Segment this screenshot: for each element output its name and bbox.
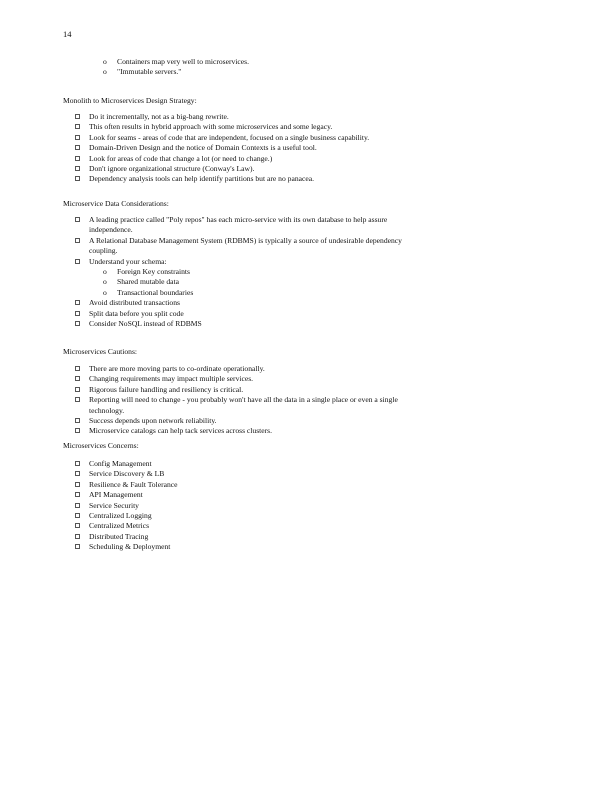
data-considerations-list <box>75 215 420 329</box>
checkbox-bullet-icon <box>75 376 80 381</box>
list-item: API Management <box>75 490 420 500</box>
checkbox-bullet-icon <box>75 217 80 222</box>
list-item: Service Security <box>75 501 420 511</box>
schema-sublist <box>103 267 420 298</box>
checkbox-bullet-icon <box>75 387 80 392</box>
checkbox-bullet-icon <box>75 418 80 423</box>
list-item: Dependency analysis tools can help identify partitions but are no panacea. <box>75 174 420 184</box>
list-item: Changing requirements may impact multiple services. <box>75 374 420 384</box>
list-item: Consider NoSQL instead of RDBMS <box>75 319 420 329</box>
list-item: o Containers map very well to microservices. <box>103 57 250 66</box>
checkbox-bullet-icon <box>75 176 80 181</box>
list-item: Centralized Logging <box>75 511 420 521</box>
list-item: A Relational Database Management System (RDBMS) is typically a source of undesirable dependency coupling. <box>75 236 420 257</box>
checkbox-bullet-icon <box>75 428 80 433</box>
section-title-design-strategy: Monolith to Microservices Design Strategy: <box>63 96 197 105</box>
intro-sublist <box>103 57 249 78</box>
checkbox-bullet-icon <box>75 166 80 171</box>
checkbox-bullet-icon <box>75 238 80 243</box>
checkbox-bullet-icon <box>75 471 80 476</box>
checkbox-bullet-icon <box>75 366 80 371</box>
list-item: Centralized Metrics <box>75 521 420 531</box>
list-item: Domain-Driven Design and the notice of Domain Contexts is a useful tool. <box>75 143 420 153</box>
circle-bullet-icon: o <box>103 287 107 297</box>
circle-bullet-icon: o <box>103 67 107 77</box>
checkbox-bullet-icon <box>75 311 80 316</box>
list-item: This often results in hybrid approach with some microservices and some legacy. <box>75 122 420 132</box>
list-item: A leading practice called "Poly repos" has each micro-service with its own database to help assure independence. <box>75 215 420 236</box>
list-item: Split data before you split code <box>75 309 420 319</box>
list-item: Microservice catalogs can help tack services across clusters. <box>75 426 420 436</box>
checkbox-bullet-icon <box>75 145 80 150</box>
list-item: Don't ignore organizational structure (Conway's Law). <box>75 164 420 174</box>
list-item: Understand your schema: o Foreign Key constraints o Shared mutable data o Transactional boundaries <box>75 257 420 299</box>
page-number: 14 <box>63 29 72 39</box>
checkbox-bullet-icon <box>75 482 80 487</box>
circle-bullet-icon: o <box>103 57 107 66</box>
list-item: o Transactional boundaries <box>103 287 194 297</box>
checkbox-bullet-icon <box>75 321 80 326</box>
list-item: Avoid distributed transactions <box>75 298 420 308</box>
list-item: Reporting will need to change - you probably won't have all the data in a single place or even a single technology. <box>75 395 420 416</box>
list-item: Look for areas of code that change a lot (or need to change.) <box>75 154 420 164</box>
circle-bullet-icon: o <box>103 277 107 287</box>
checkbox-bullet-icon <box>75 544 80 549</box>
list-item: Scheduling & Deployment <box>75 542 420 552</box>
section-title-cautions: Microservices Cautions: <box>63 347 138 356</box>
list-item: There are more moving parts to co-ordinate operationally. <box>75 364 420 374</box>
checkbox-bullet-icon <box>75 259 80 264</box>
checkbox-bullet-icon <box>75 492 80 497</box>
checkbox-bullet-icon <box>75 523 80 528</box>
checkbox-bullet-icon <box>75 534 80 539</box>
checkbox-bullet-icon <box>75 135 80 140</box>
checkbox-bullet-icon <box>75 300 80 305</box>
checkbox-bullet-icon <box>75 461 80 466</box>
concerns-list <box>75 459 420 553</box>
circle-bullet-icon: o <box>103 267 107 277</box>
list-item: Look for seams - areas of code that are independent, focused on a single business capability. <box>75 133 420 143</box>
list-item: Config Management <box>75 459 420 469</box>
checkbox-bullet-icon <box>75 397 80 402</box>
list-item: Rigorous failure handling and resiliency is critical. <box>75 385 420 395</box>
list-item: Resilience & Fault Tolerance <box>75 480 420 490</box>
list-item: Distributed Tracing <box>75 532 420 542</box>
checkbox-bullet-icon <box>75 114 80 119</box>
list-item: Success depends upon network reliability. <box>75 416 420 426</box>
list-item: o Foreign Key constraints <box>103 267 190 277</box>
checkbox-bullet-icon <box>75 156 80 161</box>
design-strategy-list <box>75 112 420 185</box>
section-title-data-considerations: Microservice Data Considerations: <box>63 199 169 208</box>
list-item: Do it incrementally, not as a big-bang rewrite. <box>75 112 420 122</box>
checkbox-bullet-icon <box>75 124 80 129</box>
list-item: Service Discovery & LB <box>75 469 420 479</box>
cautions-list <box>75 364 420 437</box>
list-item: o "Immutable servers." <box>103 67 182 77</box>
checkbox-bullet-icon <box>75 513 80 518</box>
checkbox-bullet-icon <box>75 503 80 508</box>
section-title-concerns: Microservices Concerns: <box>63 441 139 450</box>
list-item: o Shared mutable data <box>103 277 179 287</box>
